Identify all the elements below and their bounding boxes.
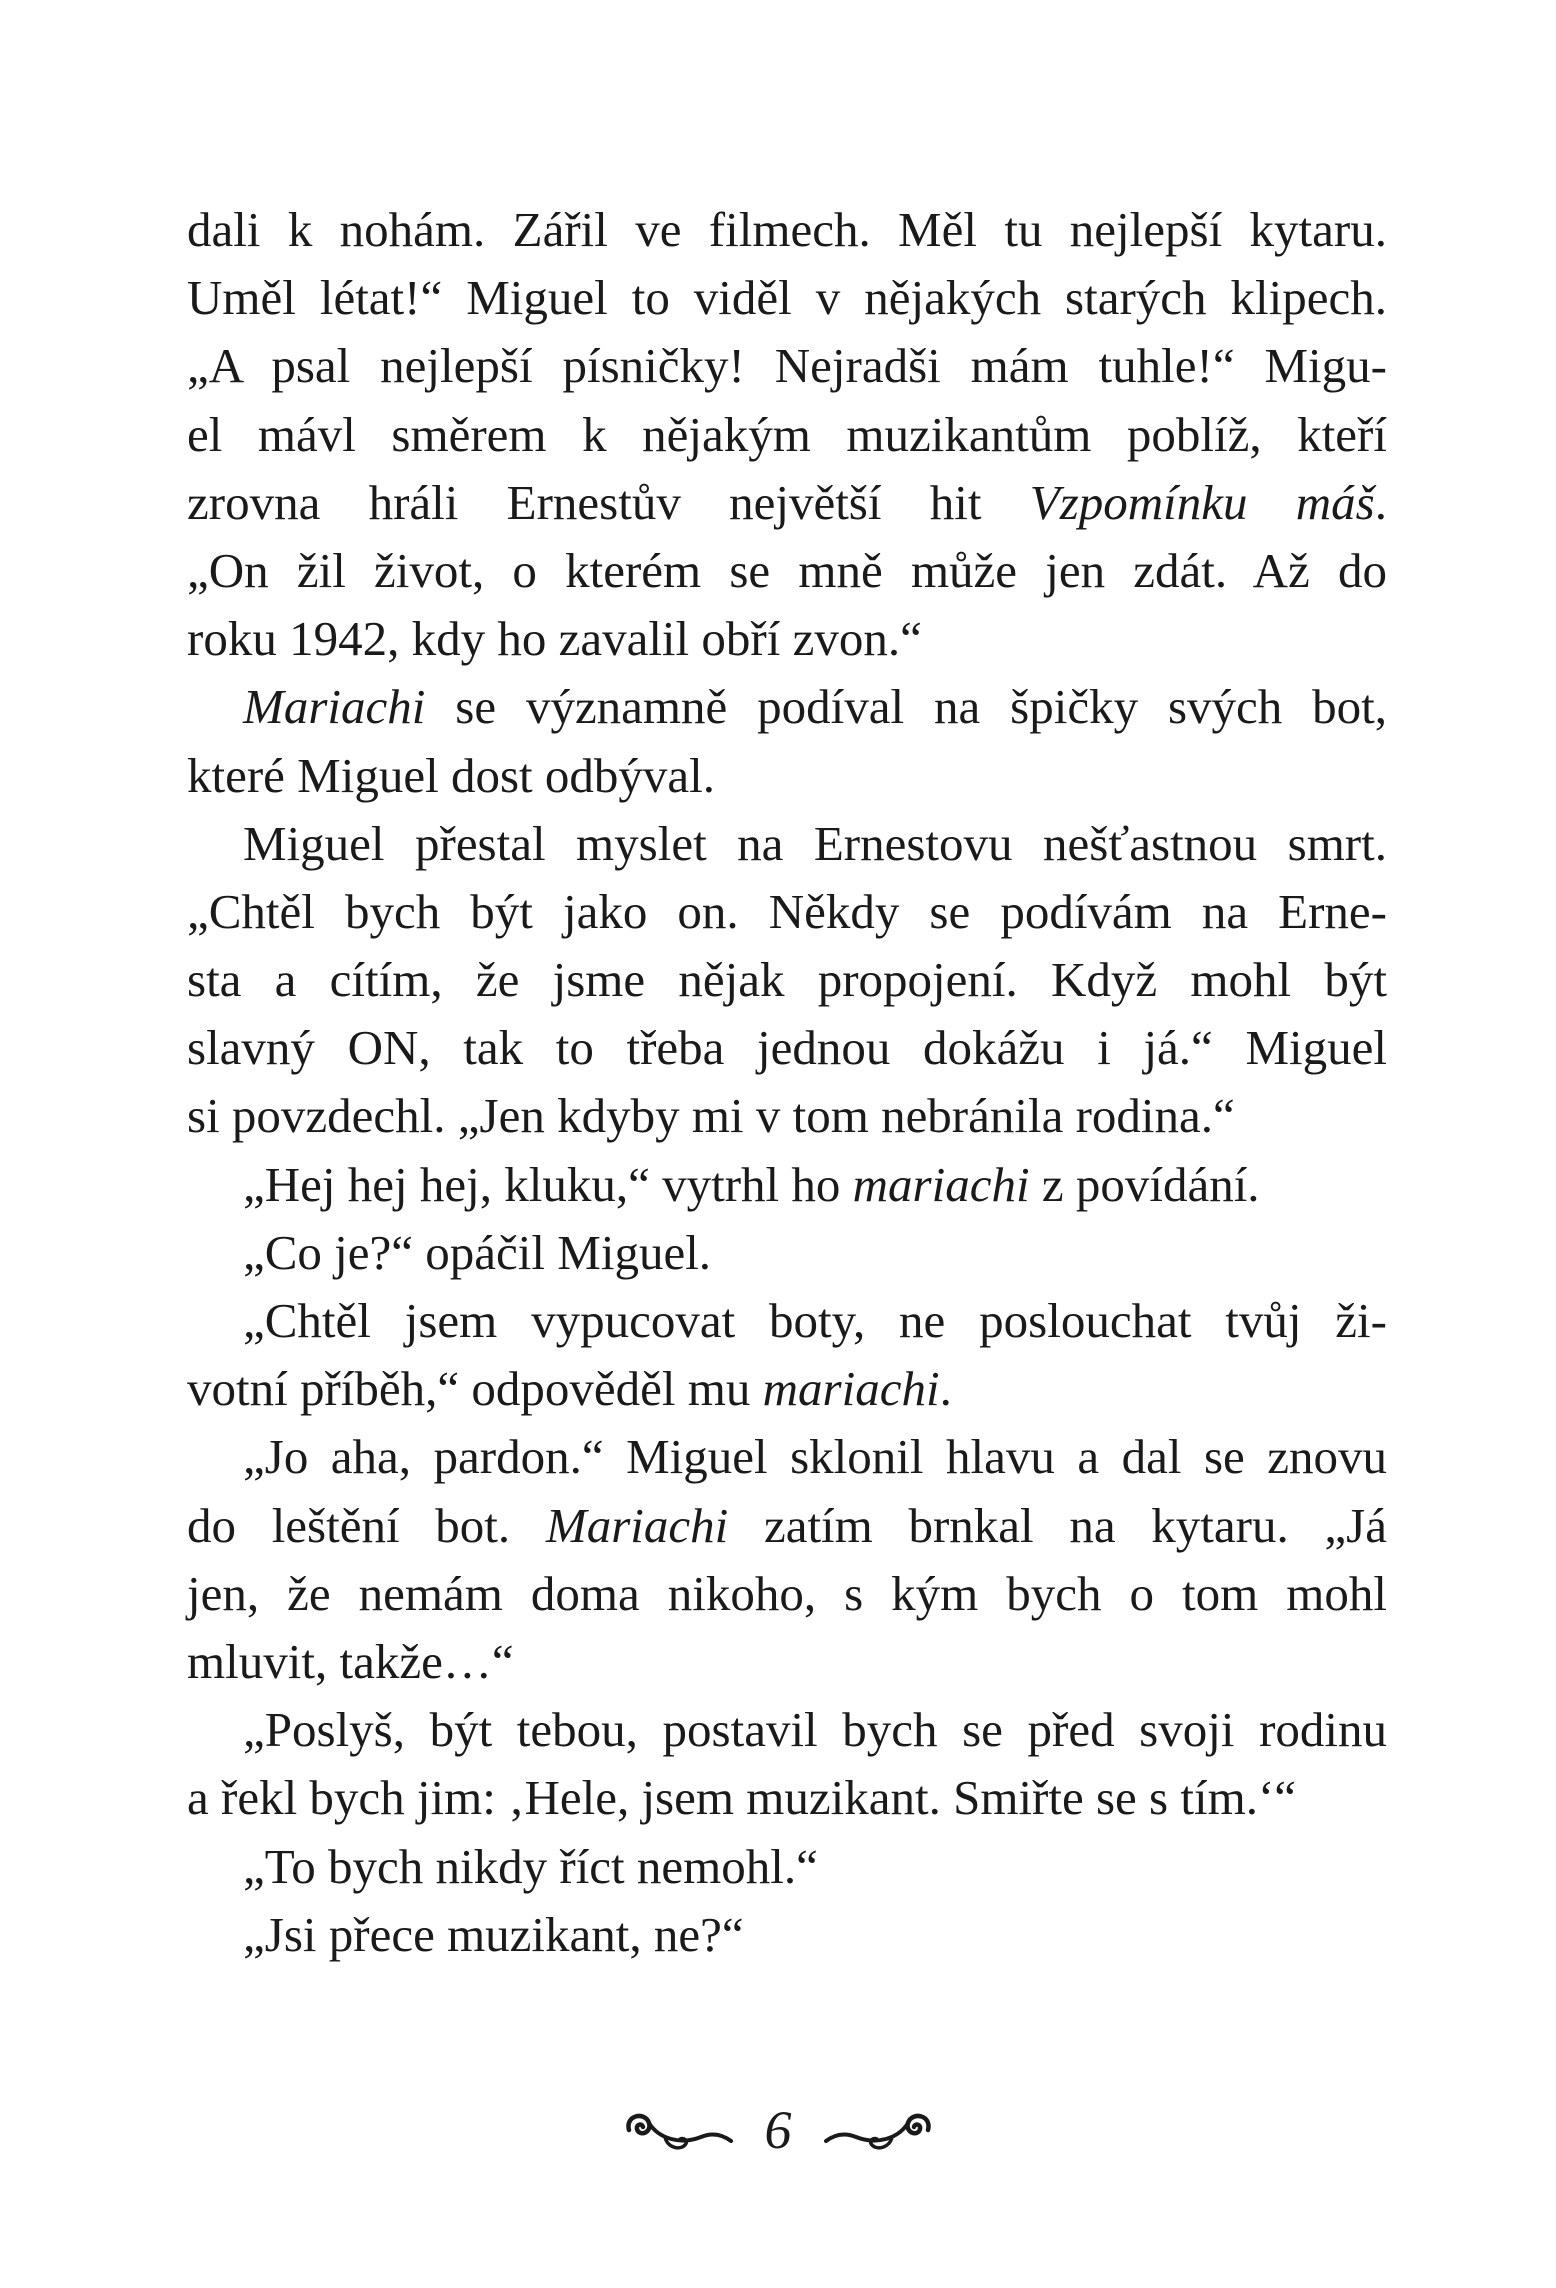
page-folio: [0, 2080, 1556, 2180]
text-line: [187, 1423, 1387, 1491]
text-run: si povzdechl. „Jen kdyby mi v tom nebránila rodina.“: [187, 1088, 1235, 1144]
text-run: Uměl létat!“ Miguel to viděl v nějakých starých klipech.: [187, 270, 1387, 326]
text-line: [187, 605, 1387, 673]
text-run: které Miguel dost odbýval.: [187, 747, 716, 803]
text-run: „Poslyš, být tebou, postavil bych se před svoji rodinu: [243, 1702, 1387, 1758]
text-line: [187, 1287, 1387, 1355]
text-line: [187, 469, 1387, 537]
text-line: [187, 1696, 1387, 1764]
text-run: „To bych nikdy říct nemohl.“: [243, 1838, 818, 1894]
text-run: do leštění bot.: [187, 1497, 546, 1553]
text-run: „Jsi přece muzikant, ne?“: [243, 1906, 744, 1962]
text-line: [187, 1082, 1387, 1150]
text-run: zrovna hráli Ernestův největší hit: [187, 474, 1030, 530]
text-line: [187, 1014, 1387, 1082]
text-run: slavný ON, tak to třeba jednou dokážu i já.“ Miguel: [187, 1020, 1387, 1076]
text-run: „Chtěl bych být jako on. Někdy se podívám na Erne-: [187, 883, 1387, 939]
text-run: el mávl směrem k nějakým muzikantům poblíž, kteří: [187, 406, 1387, 462]
text-line: [187, 1628, 1387, 1696]
text-run: „Co je?“ opáčil Miguel.: [243, 1224, 712, 1280]
text-line: [187, 1355, 1387, 1423]
left-flourish-icon: [619, 2105, 739, 2155]
text-line: [187, 401, 1387, 469]
text-line: [187, 1492, 1387, 1560]
text-run: dali k nohám. Zářil ve filmech. Měl tu nejlepší kytaru.: [187, 202, 1387, 257]
text-line: [187, 673, 1387, 741]
text-line: [187, 742, 1387, 810]
text-run: roku 1942, kdy ho zavalil obří zvon.“: [187, 611, 922, 667]
text-run: zatím brnkal na kytaru. „Já: [728, 1497, 1387, 1553]
text-line: [187, 1833, 1387, 1901]
right-flourish-icon: [818, 2105, 938, 2155]
text-line: [187, 537, 1387, 605]
text-run: sta a cítím, že jsme nějak propojení. Když mohl být: [187, 952, 1387, 1008]
text-run: Miguel přestal myslet na Ernestovu nešťastnou smrt.: [243, 815, 1387, 871]
body-text: [187, 196, 1387, 1969]
text-run: z povídání.: [1029, 1156, 1260, 1212]
text-run: a řekl bych jim: ‚Hele, jsem muzikant. Smiřte se s tím.‘“: [187, 1770, 1297, 1826]
text-run: „Jo aha, pardon.“ Miguel sklonil hlavu a dal se znovu: [243, 1429, 1387, 1485]
text-run: „On žil život, o kterém se mně může jen zdát. Až do: [187, 542, 1387, 598]
text-run: votní příběh,“ odpověděl mu: [187, 1361, 763, 1417]
italic-text: Vzpomínku máš: [1029, 474, 1375, 530]
text-line: [187, 196, 1387, 264]
text-run: „Hej hej hej, kluku,“ vytrhl ho: [243, 1156, 853, 1212]
text-line: [187, 946, 1387, 1014]
text-run: jen, že nemám doma nikoho, s kým bych o tom mohl: [187, 1565, 1387, 1621]
text-line: [187, 878, 1387, 946]
text-run: „A psal nejlepší písničky! Nejradši mám tuhle!“ Migu-: [187, 338, 1387, 394]
text-run: .: [939, 1361, 952, 1417]
text-line: [187, 1901, 1387, 1969]
text-line: [187, 1219, 1387, 1287]
text-line: [187, 332, 1387, 400]
text-line: [187, 810, 1387, 878]
page-number: 6: [764, 2100, 792, 2160]
text-line: [187, 1560, 1387, 1628]
italic-text: mariachi: [852, 1156, 1030, 1212]
text-run: „Chtěl jsem vypucovat boty, ne poslouchat tvůj ži-: [243, 1293, 1387, 1348]
italic-text: mariachi: [762, 1361, 940, 1417]
text-line: [187, 1764, 1387, 1832]
text-run: .: [1374, 474, 1387, 530]
text-line: [187, 264, 1387, 332]
text-run: mluvit, takže…“: [187, 1633, 514, 1689]
italic-text: Mariachi: [243, 679, 426, 735]
italic-text: Mariachi: [545, 1497, 729, 1553]
text-line: [187, 1151, 1387, 1219]
text-run: se významně podíval na špičky svých bot,: [425, 679, 1387, 735]
